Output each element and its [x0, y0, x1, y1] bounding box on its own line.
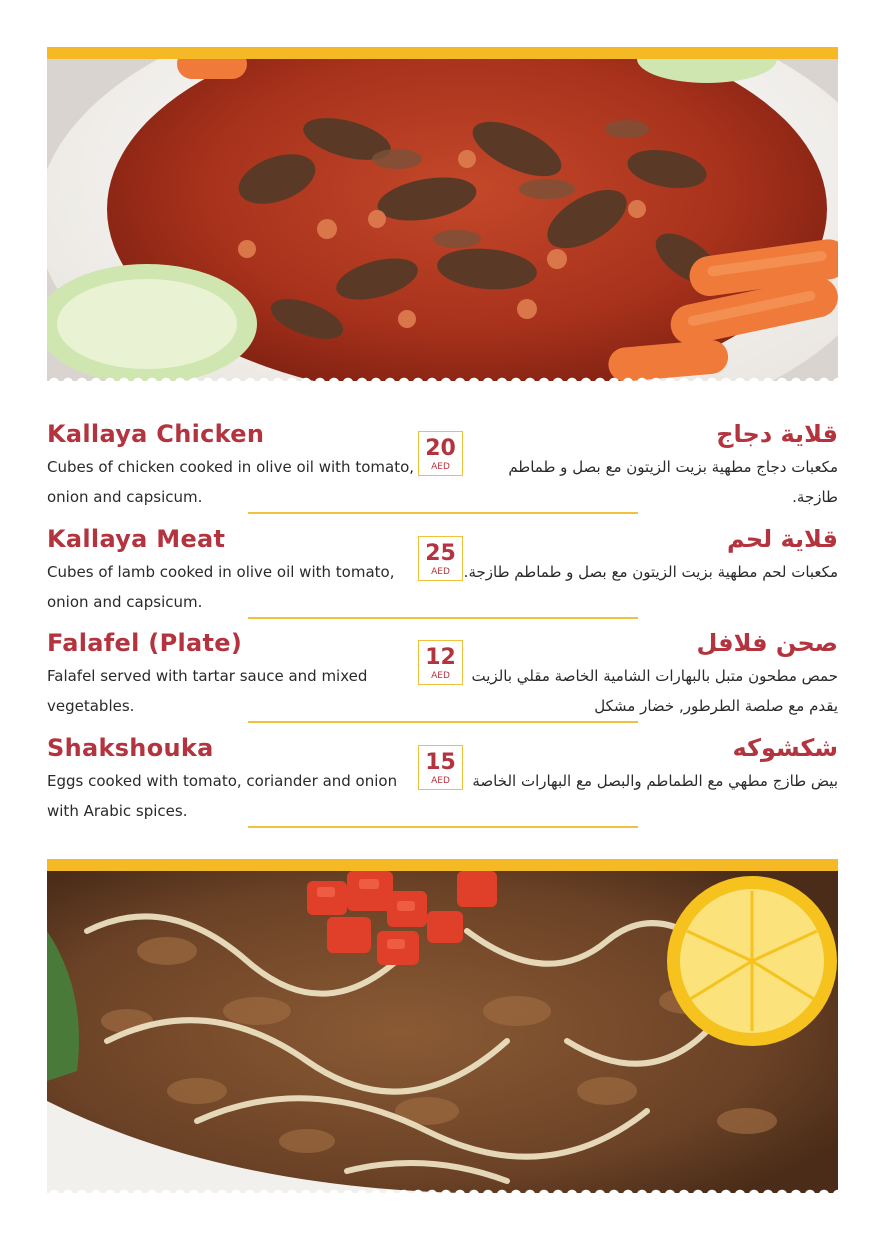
menu-item-kallaya-meat — [47, 525, 838, 625]
price-currency: AED — [431, 462, 450, 472]
item-description-en: Cubes of lamb cooked in olive oil with tomato, onion and capsicum. — [47, 563, 395, 611]
item-name-ar: قلاية دجاج — [716, 420, 838, 448]
item-name-ar: شكشوكه — [732, 734, 838, 762]
price-badge — [418, 745, 463, 790]
photo-top-bar — [47, 859, 838, 871]
item-divider — [248, 826, 638, 828]
price-value: 12 — [425, 645, 456, 670]
price-badge — [418, 640, 463, 685]
item-name-ar: صحن فلافل — [696, 629, 838, 657]
item-description-en: Falafel served with tartar sauce and mixed vegetables. — [47, 667, 368, 715]
foul-dish-image — [47, 871, 838, 1193]
item-name-en: Shakshouka — [47, 734, 214, 762]
price-badge — [418, 431, 463, 476]
menu-item-shakshouka — [47, 734, 838, 834]
item-name-en: Falafel (Plate) — [47, 629, 243, 657]
price-currency: AED — [431, 671, 450, 681]
item-divider — [248, 721, 638, 723]
price-badge — [418, 536, 463, 581]
item-description-en: Eggs cooked with tomato, coriander and onion with Arabic spices. — [47, 772, 398, 820]
item-name-ar: قلاية لحم — [727, 525, 838, 553]
price-currency: AED — [431, 567, 450, 577]
item-description-ar: بيض طازج مطهي مع الطماطم والبصل مع البهارات الخاصة — [472, 772, 838, 790]
item-description-ar: حمص مطحون متبل بالبهارات الشامية الخاصة مقلي بالزيت يقدم مع صلصة الطرطور, خضار مشكل — [471, 667, 838, 715]
item-description-en: Cubes of chicken cooked in olive oil with tomato, onion and capsicum. — [47, 458, 415, 506]
photo-scalloped-edge — [47, 1185, 838, 1193]
item-description-ar: مكعبات دجاج مطهية بزيت الزيتون مع بصل و طماطم طازجة. — [508, 458, 838, 506]
item-divider — [248, 617, 638, 619]
item-name-en: Kallaya Chicken — [47, 420, 265, 448]
photo-top-bar — [47, 47, 838, 59]
kallaya-dish-image — [47, 59, 838, 381]
item-name-en: Kallaya Meat — [47, 525, 226, 553]
price-currency: AED — [431, 776, 450, 786]
item-divider — [248, 512, 638, 514]
menu-item-kallaya-chicken — [47, 420, 838, 520]
item-description-ar: مكعبات لحم مطهية بزيت الزيتون مع بصل و طماطم طازجة. — [463, 563, 838, 581]
menu-item-falafel-plate — [47, 629, 838, 729]
foul-dish-photo — [47, 859, 838, 1193]
price-value: 20 — [425, 436, 456, 461]
photo-scalloped-edge — [47, 373, 838, 381]
price-value: 25 — [425, 541, 456, 566]
kallaya-dish-photo — [47, 47, 838, 381]
price-value: 15 — [425, 750, 456, 775]
